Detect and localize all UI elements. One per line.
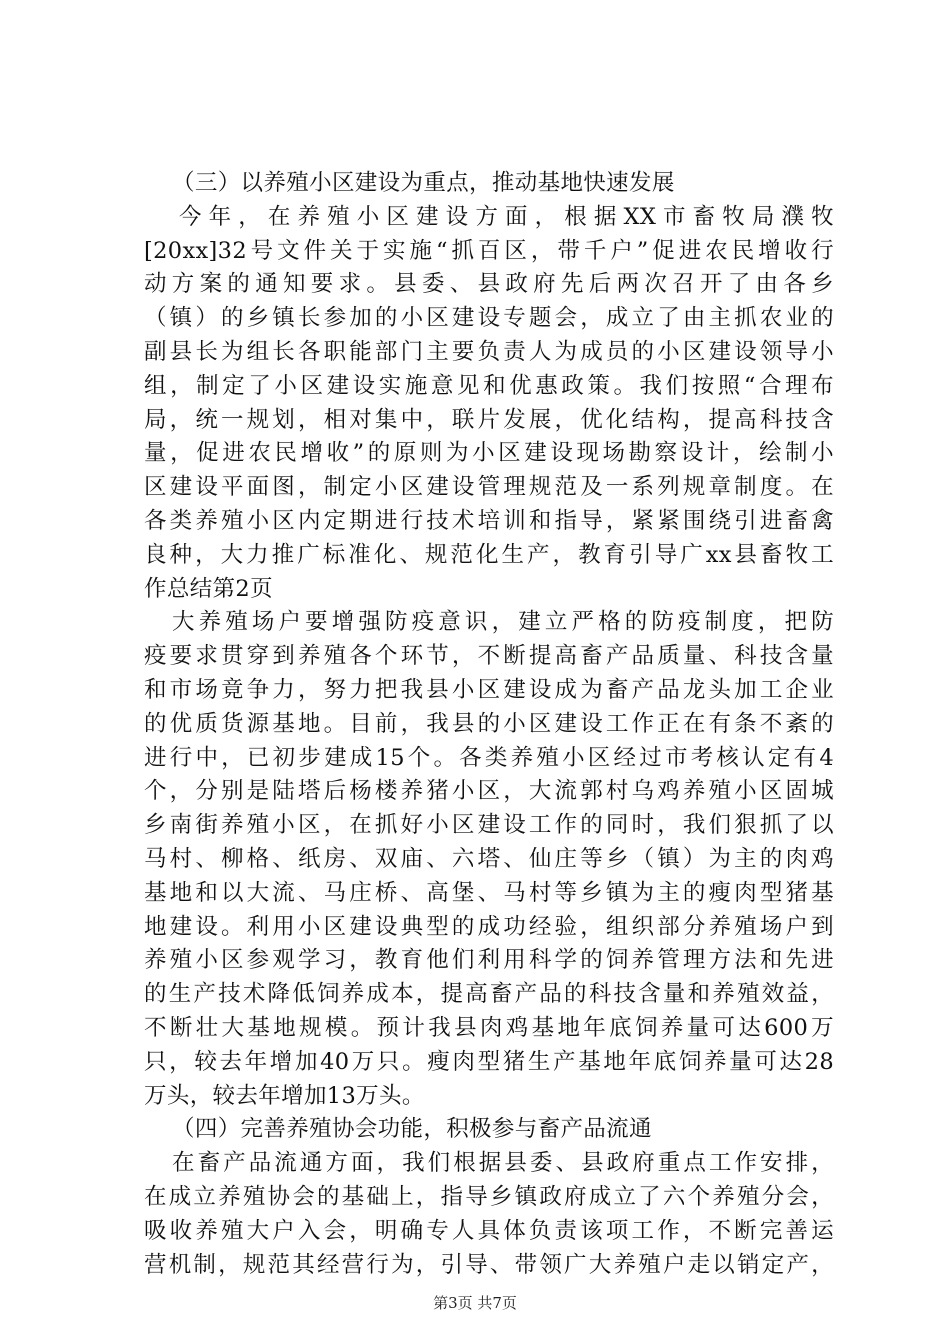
paragraph-line: 疫要求贯穿到养殖各个环节，不断提高畜产品质量、科技含量 — [144, 643, 834, 670]
paragraph-line: （镇）的乡镇长参加的小区建设专题会，成立了由主抓农业的 — [144, 305, 834, 332]
paragraph-line: [20xx]32号文件关于实施“抓百区，带千户”促进农民增收行 — [144, 237, 834, 264]
paragraph-line: 区建设平面图，制定小区建设管理规范及一系列规章制度。在 — [144, 474, 834, 501]
paragraph-line: 万头，较去年增加13万头。 — [144, 1082, 425, 1109]
document-body — [144, 167, 834, 1282]
paragraph-line: 在畜产品流通方面，我们根据县委、县政府重点工作安排， — [172, 1150, 834, 1177]
paragraph-line: 乡南街养殖小区，在抓好小区建设工作的同时，我们狠抓了以 — [144, 812, 834, 839]
paragraph-line: 在成立养殖协会的基础上，指导乡镇政府成立了六个养殖分会， — [144, 1183, 834, 1210]
paragraph-line: 副县长为组长各职能部门主要负责人为成员的小区建设领导小 — [144, 338, 834, 365]
section-heading-4: （四）完善养殖协会功能，积极参与畜产品流通 — [172, 1116, 652, 1143]
paragraph-line: 作总结第2页 — [144, 575, 273, 602]
paragraph-line: 只，较去年增加40万只。瘦肉型猪生产基地年底饲养量可达28 — [144, 1048, 834, 1075]
paragraph-line: 吸收养殖大户入会，明确专人具体负责该项工作，不断完善运 — [144, 1217, 834, 1244]
paragraph-line: 个，分别是陆塔后杨楼养猪小区，大流郭村乌鸡养殖小区固城 — [144, 778, 834, 805]
paragraph-line: 组，制定了小区建设实施意见和优惠政策。我们按照“合理布 — [144, 372, 834, 399]
paragraph-line: 进行中，已初步建成15个。各类养殖小区经过市考核认定有4 — [144, 744, 834, 771]
paragraph-line: 地建设。利用小区建设典型的成功经验，组织部分养殖场户到 — [144, 913, 834, 940]
paragraph-line: 基地和以大流、马庄桥、高堡、马村等乡镇为主的瘦肉型猪基 — [144, 879, 834, 906]
paragraph-line: 的生产技术降低饲养成本，提高畜产品的科技含量和养殖效益， — [144, 981, 834, 1008]
paragraph-line: 局，统一规划，相对集中，联片发展，优化结构，提高科技含 — [144, 406, 834, 433]
section-heading-3: （三）以养殖小区建设为重点，推动基地快速发展 — [172, 170, 675, 196]
paragraph-line: 马村、柳格、纸房、双庙、六塔、仙庄等乡（镇）为主的肉鸡 — [144, 845, 834, 872]
page-number-footer: 第3页 共7页 — [433, 1294, 517, 1312]
paragraph-line: 大养殖场户要增强防疫意识，建立严格的防疫制度，把防 — [172, 609, 834, 636]
paragraph-line: 的优质货源基地。目前，我县的小区建设工作正在有条不紊的 — [144, 710, 834, 737]
paragraph-line: 量，促进农民增收”的原则为小区建设现场勘察设计，绘制小 — [144, 440, 834, 467]
paragraph-line: 各类养殖小区内定期进行技术培训和指导，紧紧围绕引进畜禽 — [144, 507, 834, 534]
paragraph-line: 不断壮大基地规模。预计我县肉鸡基地年底饲养量可达600万 — [144, 1014, 834, 1041]
paragraph-line: 和市场竟争力，努力把我县小区建设成为畜产品龙头加工企业 — [144, 676, 834, 703]
paragraph-line: 良种，大力推广标准化、规范化生产，教育引导广xx县畜牧工 — [144, 541, 834, 568]
paragraph-line: 今年，在养殖小区建设方面，根据XX市畜牧局濮牧 — [179, 203, 834, 230]
paragraph-line: 营机制，规范其经营行为，引导、带领广大养殖户走以销定产， — [144, 1251, 834, 1278]
paragraph-line: 动方案的通知要求。县委、县政府先后两次召开了由各乡 — [144, 271, 834, 298]
paragraph-line: 养殖小区参观学习，教育他们利用科学的饲养管理方法和先进 — [144, 947, 834, 974]
